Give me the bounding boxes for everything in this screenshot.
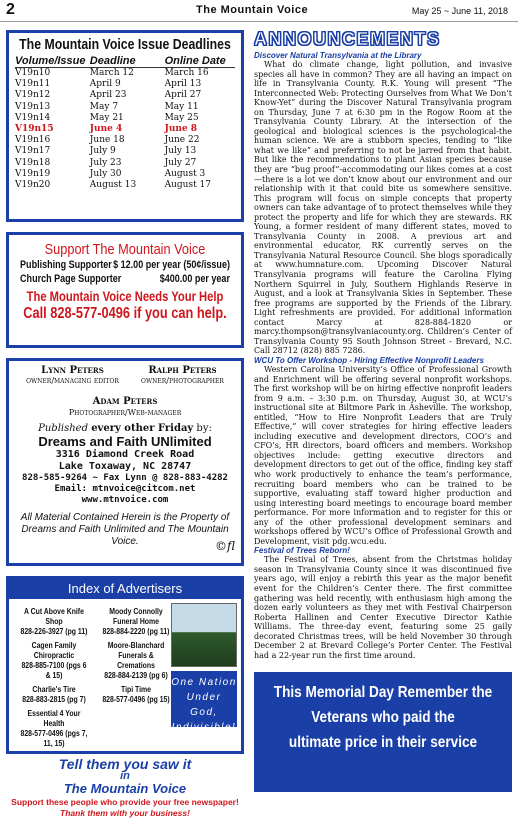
staff-role: owner/managing editor: [26, 376, 119, 385]
support-need: The Mountain Voice Needs Your Help: [26, 288, 224, 304]
deadline-date: April 23: [89, 90, 127, 101]
memorial-line-2: Veterans who paid the: [311, 709, 455, 726]
staff-role: owner/photographer: [141, 376, 224, 385]
deadline-row: [15, 68, 235, 79]
staff-name: Lynn Peters: [41, 365, 104, 376]
deadline-issue: V19n14: [15, 112, 51, 123]
deadline-date: March 12: [89, 68, 134, 78]
website[interactable]: www.mtnvoice.com: [81, 495, 169, 505]
church-supporter-price: $400.00 per year: [159, 273, 230, 285]
advertiser-line: Essential 4 Your Health: [27, 709, 81, 728]
tell-line-5: Thank them with your business!: [60, 808, 190, 818]
deadline-date: June 18: [89, 135, 125, 146]
advertisers-index: [6, 576, 244, 754]
right-column: [254, 28, 512, 751]
deadline-issue: V19n19: [15, 168, 51, 179]
announcements-body: [254, 51, 512, 660]
deadline-row: [15, 90, 235, 101]
advertiser-line: Charlie's Tire: [32, 685, 76, 694]
deadline-online-date: August 3: [164, 168, 206, 179]
church-supporter-label: Church Page Supporter: [20, 273, 122, 285]
advertisers-column-1: [19, 607, 90, 753]
advertiser-line: 828-577-0496 (pgs 7, 11, 15): [20, 729, 88, 748]
deadline-online-date: August 17: [164, 180, 211, 191]
deadline-online-date: April 13: [164, 79, 202, 90]
deadline-online-date: May 11: [164, 101, 199, 112]
deadline-date: August 13: [89, 180, 137, 191]
nation-motto: One Nation Under God, Indivisible!: [171, 671, 237, 727]
advertiser-line: 828-883-2815 (pg 7): [22, 695, 86, 704]
tell-line-2: in: [120, 770, 130, 782]
tell-line-3: The Mountain Voice: [63, 781, 187, 796]
staff-role: Photographer/Web-manager: [68, 408, 182, 417]
deadline-issue: V19n17: [15, 146, 51, 157]
deadline-date: July 30: [89, 168, 122, 179]
deadlines-header-row: [15, 55, 235, 68]
deadline-date: July 9: [89, 146, 116, 157]
copyright-mark: ©fl: [214, 539, 235, 553]
index-title: Index of Advertisers: [9, 579, 241, 599]
advertiser-line: Moore-Blanchard Funerals & Cremations: [107, 641, 165, 670]
deadlines-col-deadline: Deadline: [89, 55, 136, 67]
deadline-online-date: July 13: [164, 146, 197, 157]
deadline-date: June 4: [89, 124, 123, 135]
deadline-issue: V19n20: [15, 180, 51, 191]
tell-line-4: Support these people who provide your free newspaper!: [11, 797, 239, 807]
support-call: Call 828-577-0496 if you can help.: [23, 305, 227, 322]
deadline-date: May 7: [89, 101, 119, 112]
deadline-issue: V19n13: [15, 101, 51, 112]
deadline-issue: V19n18: [15, 157, 51, 168]
staff-name: Adam Peters: [92, 396, 158, 407]
published-by: by:: [196, 423, 212, 434]
tell-line-1: Tell them you saw it: [58, 756, 192, 772]
deadlines-title: The Mountain Voice Issue Deadlines: [19, 36, 231, 53]
deadline-issue: V19n16: [15, 135, 51, 146]
deadline-online-date: April 27: [164, 90, 202, 101]
support-title: Support The Mountain Voice: [44, 241, 206, 258]
announcement-heading: Festival of Trees Reborn!: [254, 546, 350, 556]
publishing-supporter-row: [20, 258, 230, 272]
memorial-line-3: ultimate price in their service: [288, 734, 478, 751]
deadlines-rows: [15, 68, 235, 191]
deadline-online-date: May 25: [164, 112, 199, 123]
deadline-row: [15, 113, 235, 124]
paper-name: The Mountain Voice: [196, 4, 309, 16]
deadline-row: [15, 169, 235, 180]
announcement-paragraph: Western Carolina University’s Office of Professional Growth and Enrichment will be offering several nonprofit workshops. The first workshop will be on hiring effective nonprofit leaders from 9 a.m. – 3:30 p.m. on Thursday, August 30, at WCU’s instructional site at Biltmore Park in Asheville. The workshop, entitled, “How to Hire Nonprofit Leaders that are Truly Effective,” will cover strategies for hiring effective leaders including executive and development directors, COO’s and CFO’s, HR directors, board officers and members. Workshop objectives include: getting executive directors and development directors to get out of the office, finding key staff who work productively to enhance the team’s performance, recruiting board members who can be trained to be supportive, evaluating staff toward higher production and using interesting board meetings to encourage board member performance. For more information and to register for this or any of the other professional development seminars and workshops offered by WCU’s Office of Professional Growth and Development, visit pdg.wcu.edu.: [254, 364, 512, 546]
publishing-supporter-price: $ 12.00 per year (50¢/issue): [113, 259, 230, 271]
trees-photo: [171, 603, 237, 667]
announcement-heading: Discover Natural Transylvania at the Library: [254, 51, 422, 60]
address-line-2: Lake Toxaway, NC 28747: [58, 461, 192, 472]
deadline-row: [15, 79, 235, 90]
advertiser-line: Tipi Time: [121, 685, 151, 694]
deadlines-col-volume: Volume/Issue: [15, 55, 86, 67]
address-line-1: 3316 Diamond Creek Road: [55, 449, 195, 460]
deadline-online-date: June 8: [164, 124, 198, 135]
issue-date-range: May 25 ~ June 11, 2018: [411, 6, 508, 16]
deadline-date: May 21: [89, 112, 124, 123]
deadline-date: July 23: [89, 157, 122, 168]
advertiser-line: A Cut Above Knife Shop: [24, 607, 84, 626]
deadline-row: [15, 146, 235, 157]
deadline-row: [15, 124, 235, 135]
advertiser-line: Moody Connolly Funeral Home: [109, 607, 163, 626]
deadline-row: [15, 102, 235, 113]
announcement-heading: WCU To Offer Workshop - Hiring Effective Nonprofit Leaders: [254, 355, 484, 365]
publisher-name: Dreams and Faith UNlimited: [38, 434, 212, 449]
deadlines-col-online: Online Date: [164, 55, 226, 67]
announcement-paragraph: The Festival of Trees, absent from the Christmas holiday season in Transylvania County since it was discontinued five years ago, will enjoy a rebirth this year as the major benefit event for the Children’s Center there. The first committee gathering was held recently, with enthusiasm high among the dozen early volunteers as they met with Festival Chairperson Roberta Hallinen and Center Executive Director Kathie Williams. The three-day event, featuring some 25 gaily decorated Christmas trees, will be held November 30 through December 2 at Brevard College’s Porter Center. The Festival had a 22-year run the first time around.: [254, 555, 512, 660]
deadline-online-date: July 27: [164, 157, 197, 168]
left-column: [6, 30, 244, 832]
deadlines-box: [6, 30, 244, 222]
phone-numbers: 828-585-9264 ~ Fax Lynn @ 828-883-4282: [22, 473, 228, 483]
advertiser-line: 828-577-0496 (pg 15): [102, 695, 170, 704]
advertiser-line: 828-884-2139 (pg 6): [104, 671, 168, 680]
deadline-issue: V19n11: [15, 79, 51, 90]
staff-ralph: [141, 365, 224, 385]
page-number: 2: [6, 1, 15, 18]
staff-box: [6, 358, 244, 566]
advertiser-line: Cagen Family Chiropractic: [31, 641, 77, 660]
publishing-supporter-label: Publishing Supporter: [20, 259, 112, 271]
deadline-online-date: March 16: [164, 68, 209, 78]
support-box: [6, 232, 244, 348]
tell-them-block: [6, 758, 244, 832]
deadline-issue: V19n15: [15, 124, 54, 135]
announcement-paragraph: What do climate change, light pollution, and invasive species all have in common? They are all having an impact on life in Transylvania County. R.K. Young will present “The Interconnected Web: Protecting Ourselves from What We Don’t Know-Yet” during the Discover Natural Transylvania program on Thursday, June 7 at 6:30 pm in the Rogow Room at the Transylvania County Library. At the intersection of the geological and biological sciences is the psychological-the human science. We are a stubborn species, tending to “like what we like” and preferring to not be jarred from that habit. But like the recommendations to plant Asian species because they are “bug proof”-accommodating our likes comes at a cost—there is a lot we don’t know about our environment and our relationship with it that could bite us somewhere sensitive. This program will focus on simple concepts that property owners can take advantage of to protect themselves while they protect the property and life for which they are stewards. RK Young, a former resident of many different states, moved to Transylvania County in 2008. A previous art and environmental educator, RK currently serves on the Transylvania Natural Resource Council. She blogs sporadically at www.humnature.com. Upcoming Discover Natural Transylvania programs will feature the Carolina Flying Northern Squirrel in July, Southern Highlands Reserve in August, and a look at Transylvania Skies in September. These free programs are supported by the Friends of the Library. Light refreshments are provided. For additional information contact Marcy at 828-884-1820 or marcy.thompson@transylvaniacounty.org. Children’s Center of Transylvania County 95 South Johnson Street - Brevard, N.C. Call 28712 (828) 885 7286.: [254, 60, 512, 356]
published-schedule: every other Friday: [91, 423, 194, 434]
announcements-title: ANNOUNCEMENTS: [254, 29, 441, 49]
deadline-issue: V19n10: [15, 68, 51, 78]
staff-name: Ralph Peters: [148, 365, 217, 376]
email-address: Email: mtnvoice@citcom.net: [54, 484, 196, 494]
advertiser-line: 828-885-7100 (pgs 6 & 15): [21, 661, 87, 680]
deadline-date: April 9: [89, 79, 121, 90]
deadline-row: [15, 180, 235, 191]
rights-notice: All Material Contained Herein is the Property of Dreams and Faith Unlimited and The Mountain Voice.: [20, 512, 230, 547]
deadline-row: [15, 158, 235, 169]
deadline-row: [15, 135, 235, 146]
deadline-online-date: June 22: [164, 135, 200, 146]
published-word: Published: [38, 423, 88, 434]
deadline-issue: V19n12: [15, 90, 51, 101]
church-supporter-row: [20, 272, 230, 286]
page-header: [0, 0, 518, 22]
advertisers-column-2: [101, 607, 172, 709]
publication-frequency: [15, 423, 235, 434]
staff-lynn: [26, 365, 119, 385]
advertiser-line: 828-226-3927 (pg 11): [20, 627, 88, 636]
memorial-line-1: This Memorial Day Remember the: [273, 684, 493, 701]
advertiser-line: 828-884-2220 (pg 11): [102, 627, 170, 636]
owners-row: [15, 365, 235, 385]
staff-adam: [15, 389, 235, 417]
memorial-day-box: [254, 672, 512, 792]
